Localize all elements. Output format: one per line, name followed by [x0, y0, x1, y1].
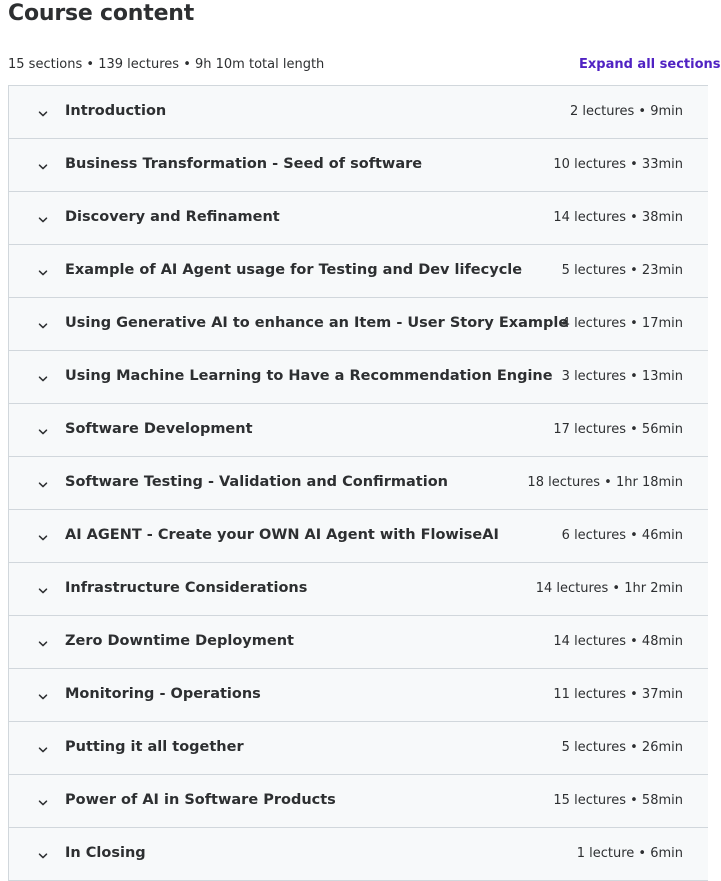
section-meta: 2 lectures • 9min — [569, 104, 683, 119]
chevron-down-icon[interactable] — [37, 741, 49, 753]
section-meta: 15 lectures • 58min — [553, 793, 683, 808]
chevron-down-icon[interactable] — [37, 582, 49, 594]
chevron-down-icon[interactable] — [37, 211, 49, 223]
section-row[interactable] — [9, 669, 708, 722]
section-title: Power of AI in Software Products — [65, 792, 336, 808]
section-meta: 5 lectures • 23min — [561, 263, 683, 278]
section-meta: 18 lectures • 1hr 18min — [527, 475, 683, 490]
chevron-down-icon[interactable] — [37, 794, 49, 806]
section-meta: 14 lectures • 1hr 2min — [535, 581, 683, 596]
section-meta: 1 lecture • 6min — [576, 846, 683, 861]
section-row[interactable] — [9, 139, 708, 192]
section-meta: 14 lectures • 48min — [553, 634, 683, 649]
section-meta: 14 lectures • 38min — [553, 210, 683, 225]
section-row[interactable] — [9, 563, 708, 616]
section-title: In Closing — [65, 845, 146, 861]
section-row[interactable] — [9, 245, 708, 298]
section-title: Zero Downtime Deployment — [65, 633, 294, 649]
section-row[interactable] — [9, 722, 708, 775]
section-title: Monitoring - Operations — [65, 686, 261, 702]
section-meta: 17 lectures • 56min — [553, 422, 683, 437]
section-title: Using Machine Learning to Have a Recommendation Engine — [65, 368, 553, 384]
section-row[interactable] — [9, 457, 708, 510]
section-row[interactable] — [9, 192, 708, 245]
sections-list — [8, 85, 708, 881]
section-meta: 11 lectures • 37min — [553, 687, 683, 702]
section-meta: 4 lectures • 17min — [561, 316, 683, 331]
section-row[interactable] — [9, 404, 708, 457]
section-meta: 6 lectures • 46min — [561, 528, 683, 543]
chevron-down-icon[interactable] — [37, 264, 49, 276]
chevron-down-icon[interactable] — [37, 370, 49, 382]
section-title: Software Development — [65, 421, 253, 437]
section-title: Introduction — [65, 103, 167, 119]
section-title: Infrastructure Considerations — [65, 580, 308, 596]
chevron-down-icon[interactable] — [37, 105, 49, 117]
section-title: Putting it all together — [65, 739, 244, 755]
chevron-down-icon[interactable] — [37, 423, 49, 435]
course-summary-row — [8, 56, 721, 76]
chevron-down-icon[interactable] — [37, 688, 49, 700]
section-row[interactable] — [9, 828, 708, 881]
section-title: Software Testing - Validation and Confirmation — [65, 474, 448, 490]
expand-all-sections-button[interactable]: Expand all sections — [579, 57, 721, 72]
chevron-down-icon[interactable] — [37, 317, 49, 329]
chevron-down-icon[interactable] — [37, 847, 49, 859]
section-title: Business Transformation - Seed of software — [65, 156, 423, 172]
section-row[interactable] — [9, 298, 708, 351]
chevron-down-icon[interactable] — [37, 635, 49, 647]
section-title: Discovery and Refinament — [65, 209, 280, 225]
section-meta: 3 lectures • 13min — [561, 369, 683, 384]
section-row[interactable] — [9, 86, 708, 139]
chevron-down-icon[interactable] — [37, 158, 49, 170]
chevron-down-icon[interactable] — [37, 476, 49, 488]
chevron-down-icon[interactable] — [37, 529, 49, 541]
section-row[interactable] — [9, 775, 708, 828]
page-title: Course content — [8, 1, 195, 26]
section-meta: 10 lectures • 33min — [553, 157, 683, 172]
section-row[interactable] — [9, 351, 708, 404]
course-summary: 15 sections • 139 lectures • 9h 10m total length — [8, 57, 325, 72]
section-row[interactable] — [9, 616, 708, 669]
section-row[interactable] — [9, 510, 708, 563]
section-title: Example of AI Agent usage for Testing and Dev lifecycle — [65, 262, 523, 278]
section-title: AI AGENT - Create your OWN AI Agent with FlowiseAI — [65, 527, 499, 543]
section-meta: 5 lectures • 26min — [561, 740, 683, 755]
section-title: Using Generative AI to enhance an Item - User Story Example — [65, 315, 569, 331]
